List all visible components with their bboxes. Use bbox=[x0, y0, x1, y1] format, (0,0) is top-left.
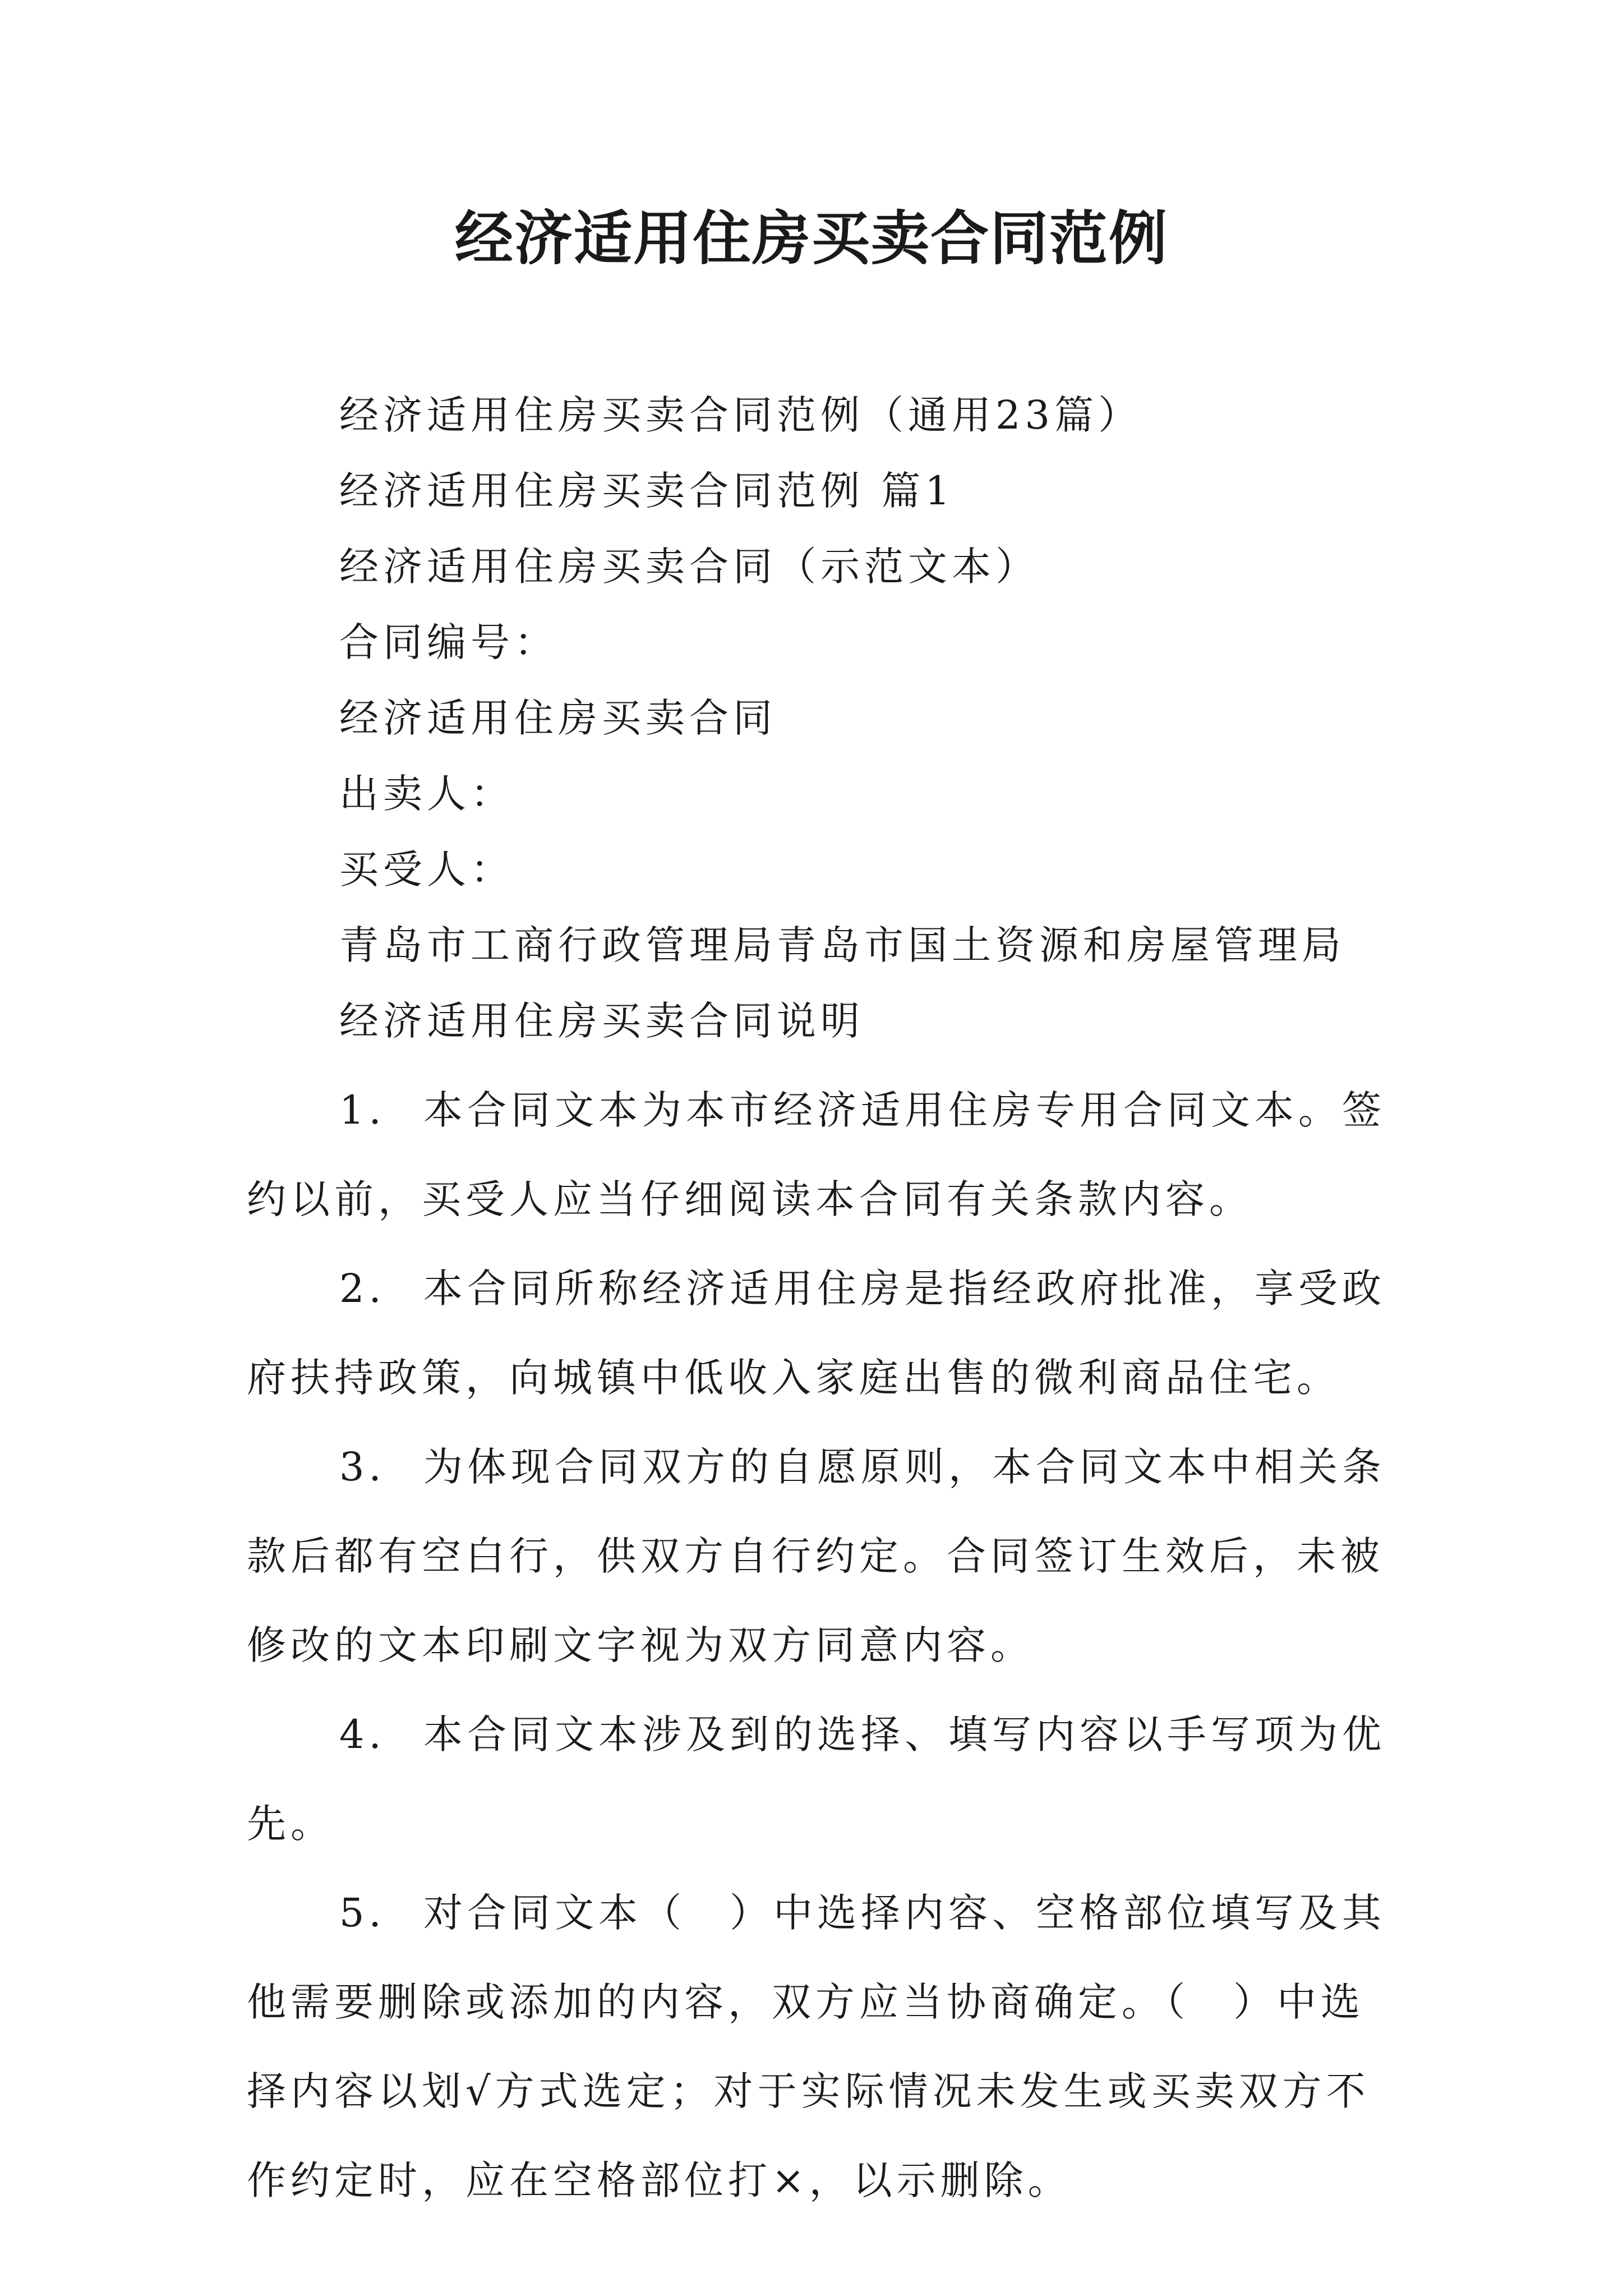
document-title: 经济适用住房买卖合同范例 bbox=[454, 204, 1168, 273]
item-line: 修改的文本印刷文字视为双方同意内容。 bbox=[247, 1622, 1034, 1668]
item-line bbox=[247, 1690, 1391, 1779]
contract-name-line: 经济适用住房买卖合同（示范文本） bbox=[339, 544, 1039, 590]
item-line: 款后都有空白行，供双方自行约定。合同签订生效后，未被 bbox=[247, 1533, 1384, 1579]
item-text: 为体现合同双方的自愿原则，本合同文本中相关条 bbox=[423, 1444, 1386, 1490]
item-number: 4. bbox=[339, 1711, 386, 1757]
item-line bbox=[247, 1423, 1391, 1512]
explanation-item-1 bbox=[247, 1066, 1391, 1244]
contract-title-line: 经济适用住房买卖合同 bbox=[339, 695, 777, 741]
explanation-item-4 bbox=[247, 1690, 1391, 1869]
item-text: 本合同文本为本市经济适用住房专用合同文本。签 bbox=[423, 1087, 1386, 1133]
item-text: 对合同文本（ ）中选择内容、空格部位填写及其 bbox=[423, 1890, 1386, 1936]
subtitle-line: 经济适用住房买卖合同范例（通用23篇） bbox=[339, 392, 1142, 438]
section-heading-line: 经济适用住房买卖合同范例 篇1 bbox=[339, 468, 955, 514]
explanation-item-3 bbox=[247, 1423, 1391, 1690]
item-number: 2. bbox=[339, 1266, 386, 1312]
item-line: 他需要删除或添加的内容，双方应当协商确定。（ ）中选 bbox=[247, 1979, 1364, 2025]
explanation-item-2 bbox=[247, 1244, 1391, 1423]
item-number: 3. bbox=[339, 1444, 386, 1490]
item-text: 本合同文本涉及到的选择、填写内容以手写项为优 bbox=[423, 1711, 1386, 1757]
item-number: 5. bbox=[339, 1890, 386, 1936]
issuing-authority-line: 青岛市工商行政管理局青岛市国土资源和房屋管理局 bbox=[339, 922, 1345, 968]
seller-label: 出卖人： bbox=[339, 771, 514, 817]
item-line bbox=[247, 1869, 1391, 1958]
item-line: 府扶持政策，向城镇中低收入家庭出售的微利商品住宅。 bbox=[247, 1355, 1340, 1401]
item-line bbox=[247, 1244, 1391, 1333]
item-text: 本合同所称经济适用住房是指经政府批准，享受政 bbox=[423, 1266, 1386, 1312]
item-line bbox=[247, 1066, 1391, 1155]
contract-number-label: 合同编号： bbox=[339, 619, 558, 665]
item-line: 择内容以划√方式选定；对于实际情况未发生或买卖双方不 bbox=[247, 2068, 1370, 2114]
buyer-label: 买受人： bbox=[339, 846, 514, 892]
explanation-heading: 经济适用住房买卖合同说明 bbox=[339, 998, 864, 1044]
item-number: 1. bbox=[339, 1087, 386, 1133]
item-line: 约以前，买受人应当仔细阅读本合同有关条款内容。 bbox=[247, 1176, 1253, 1222]
item-line: 先。 bbox=[247, 1801, 334, 1847]
explanation-item-5 bbox=[247, 1869, 1391, 2225]
item-line: 作约定时，应在空格部位打×，以示删除。 bbox=[247, 2157, 1072, 2203]
